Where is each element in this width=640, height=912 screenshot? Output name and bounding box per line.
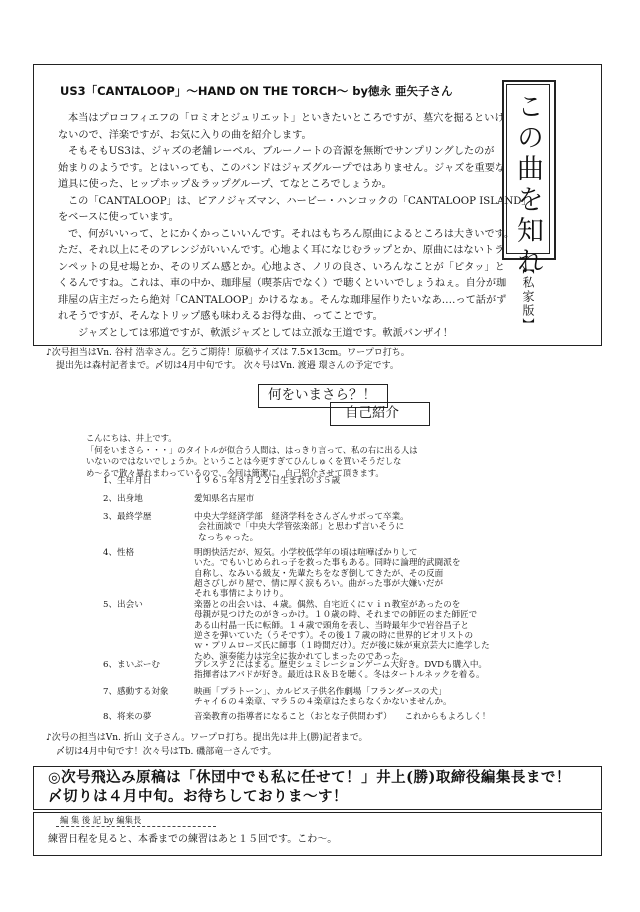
side-label: 【私家版】 xyxy=(521,262,535,332)
article-paragraph-line: をベースに使っています。 xyxy=(58,212,179,223)
intro-item-value: 自称し、なみいる級友・先輩たちをなぎ倒してきたが、その反面 xyxy=(194,568,444,579)
intro-item-value: ある山村晶一氏に転師。１４歳で頭角を表し、当時最年少で岩谷昌子と xyxy=(194,620,470,631)
article-paragraph-line: この「CANTALOOP」は、ピアノジャズマン、ハービー・ハンコックの「CANTALOOP ISLAND」 xyxy=(68,195,532,207)
intro-item-value: 明朗快活だが、短気。小学校低学年の頃は喧嘩ばかりして xyxy=(194,548,418,558)
intro-item-value: いた。でもいじめられっ子を救った事もある。同時に論理的武闘派を xyxy=(194,558,461,569)
postscript-header: 編 集 後 記 by 編集長 xyxy=(60,815,142,825)
notice-line-1: ◎次号飛込み原稿は「休団中でも私に任せて！」井上(勝)取締役編集長まで！ xyxy=(48,769,571,786)
intro-next-line-1: ♪次号の担当はVn. 折山 文子さん。ワープロ打ち。提出先は井上(勝)記者まで。 xyxy=(46,733,368,743)
intro-item-value: 愛知県名古屋市 xyxy=(194,494,255,504)
notice-line-2: 〆切りは４月中旬。お待ちしておりま〜す！ xyxy=(48,788,348,805)
article-title: US3「CANTALOOP」〜HAND ON THE TORCH〜 by徳永 亜矢子さん xyxy=(60,84,453,98)
intro-item-key: 8、将来の夢 xyxy=(103,712,152,722)
article-paragraph-line: ンペットの見せ場とか、そのリズム感とか。心地よさ、ノリの良さ、いろんなことが「ピタッ」と xyxy=(58,261,505,273)
intro-item-key: 2、出身地 xyxy=(103,494,143,504)
intro-item-value: 中央大学経済学部 経済学科をさんざんサボって卒業。 xyxy=(194,512,409,522)
intro-item-key: 1、生年月日 xyxy=(103,476,152,486)
intro-item-value: 母親が見つけたのがきっかけ。１０歳の時、それまでの師匠のまた師匠で xyxy=(194,610,478,621)
article-paragraph-line: で、何がいいって、とにかくかっこいいんです。それはもちろん原曲によるところは大きいです。 xyxy=(68,228,515,240)
intro-item-key: 4、性格 xyxy=(103,548,135,558)
article-paragraph-line: そもそもUS3は、ジャズの老舗レーベル、ブルーノートの音源を無断でサンプリングしたのが xyxy=(68,146,495,157)
postscript-body: 練習日程を見ると、本番までの練習はあと１５回です。こわ〜。 xyxy=(48,834,338,845)
article-paragraph-line: ないので、洋楽ですが、お気に入りの曲を紹介します。 xyxy=(58,129,312,141)
intro-item-value: チャイ６の４楽章、マラ５の４楽章はたまらなくかないませんか。 xyxy=(194,697,452,708)
article-paragraph-line: 琲屋の店主だったら絶対「CANTALOOP」かけるなぁ。そんな珈琲屋作りたいなあ‥‥って話がず xyxy=(58,294,507,306)
intro-item-value: なっちゃった。 xyxy=(198,532,259,543)
article-paragraph-line: れそうですが、そんなトリップ感も味わえるお得な曲、ってことです。 xyxy=(58,311,383,322)
intro-item-key: 7、感動する対象 xyxy=(103,687,169,697)
article-next-line-2: 提出先は森村記者まで。〆切は4月中旬です。 次々号はVn. 渡邉 環さんの予定です。 xyxy=(56,361,399,371)
article-paragraph-line: くるんですね。これは、車の中か、珈琲屋（喫茶店でなく）で聴くといいでしょうねぇ。自分が珈 xyxy=(58,278,507,289)
article-paragraph-line: 始まりのようです。とはいっても、このバンドはジャズグループではありません。ジャズを重要な xyxy=(58,162,506,174)
article-paragraph-line: 道具に使った、ヒップホップ＆ラップグループ、てなところでしょうか。 xyxy=(58,179,392,190)
intro-item-value: それも事情によりけり。 xyxy=(194,589,289,600)
intro-item-key: 3、最終学歴 xyxy=(103,512,152,522)
side-title: この曲を知れ xyxy=(512,92,543,278)
article-next-line-1: ♪次号担当はVn. 谷村 浩幸さん。乞うご期待！原稿サイズは 7.5×13cm。ワープロ打ち。 xyxy=(46,348,410,358)
intro-next-line-2: 〆切は4月中旬です！次々号はTb. 磯部竜一さんです。 xyxy=(56,747,277,757)
greeting-line: いないのではないでしょうか。ということは今更すぎてひんしゅくを買いそうだしな xyxy=(86,456,402,466)
article-paragraph-line: ジャズとしては邪道ですが、軟派ジャズとしては立派な王道です。軟派バンザイ！ xyxy=(78,327,453,339)
intro-item-value: 楽器との出会いは、４歳。偶然、自宅近くにｖｉｎ教室があったのを xyxy=(194,600,461,610)
intro-item-value: 指揮者はアバドが好き。最近はＲ＆Ｂを聴く。冬はタートルネックを着る。 xyxy=(194,670,485,681)
intro-item-value: １９６５年８月２２日生まれの３５歳 xyxy=(194,476,341,486)
greeting-line: こんにちは、井上です。 xyxy=(86,433,177,443)
intro-item-key: 5、出会い xyxy=(103,600,143,610)
greeting-line: 「何をいまさら・・・」のタイトルが似合う人間は、はっきり言って、私の右に出る人は xyxy=(86,444,418,455)
intro-item-value: 音楽教育の指導者になること（おとな子供問わず） これからもよろしく！ xyxy=(194,712,491,722)
postscript-divider xyxy=(56,826,216,827)
intro-item-key: 6、まいぶーむ xyxy=(103,660,161,670)
intro-item-value: ｗ・プリムローズ氏に師事（１時間だけ）。だが後に妹が東京芸大に進学した xyxy=(194,641,490,652)
intro-item-value: 会社面談で「中央大学管弦楽部」と思わず言いそうに xyxy=(198,522,405,533)
intro-title-line-1: 何をいまさら？！ xyxy=(268,387,376,403)
article-paragraph-line: ただ、それ以上にそのアレンジがいいんです。心地よく耳になじむラップとか、原曲にはないトラ xyxy=(58,245,505,256)
intro-item-value: 映画「プラトーン」、カルピス子供名作劇場「フランダースの犬」 xyxy=(194,687,447,697)
intro-item-value: ため、演奏能力は完全に抜かれてしまったのであった。 xyxy=(194,651,409,662)
greeting-line: め〜るで散々暴れまわっているので、今回は簡潔に、自己紹介させて頂きます。 xyxy=(86,467,384,478)
intro-item-value: 超さびしがり屋で、情に厚く涙もろい。曲がった事が大嫌いだが xyxy=(194,578,444,589)
intro-item-value: 逆さを弾いていた（うそです）。その後１７歳の時に世界的ピオリストの xyxy=(194,630,474,641)
intro-title-line-2: 自己紹介 xyxy=(345,405,399,421)
intro-item-value: プレステ２にはまる。歴史シュミレーションゲーム大好き。DVDも購入中。 xyxy=(194,660,488,670)
article-paragraph-line: 本当はプロコフィエフの「ロミオとジュリエット」といきたいところですが、墓穴を掘るといけ xyxy=(68,113,505,124)
